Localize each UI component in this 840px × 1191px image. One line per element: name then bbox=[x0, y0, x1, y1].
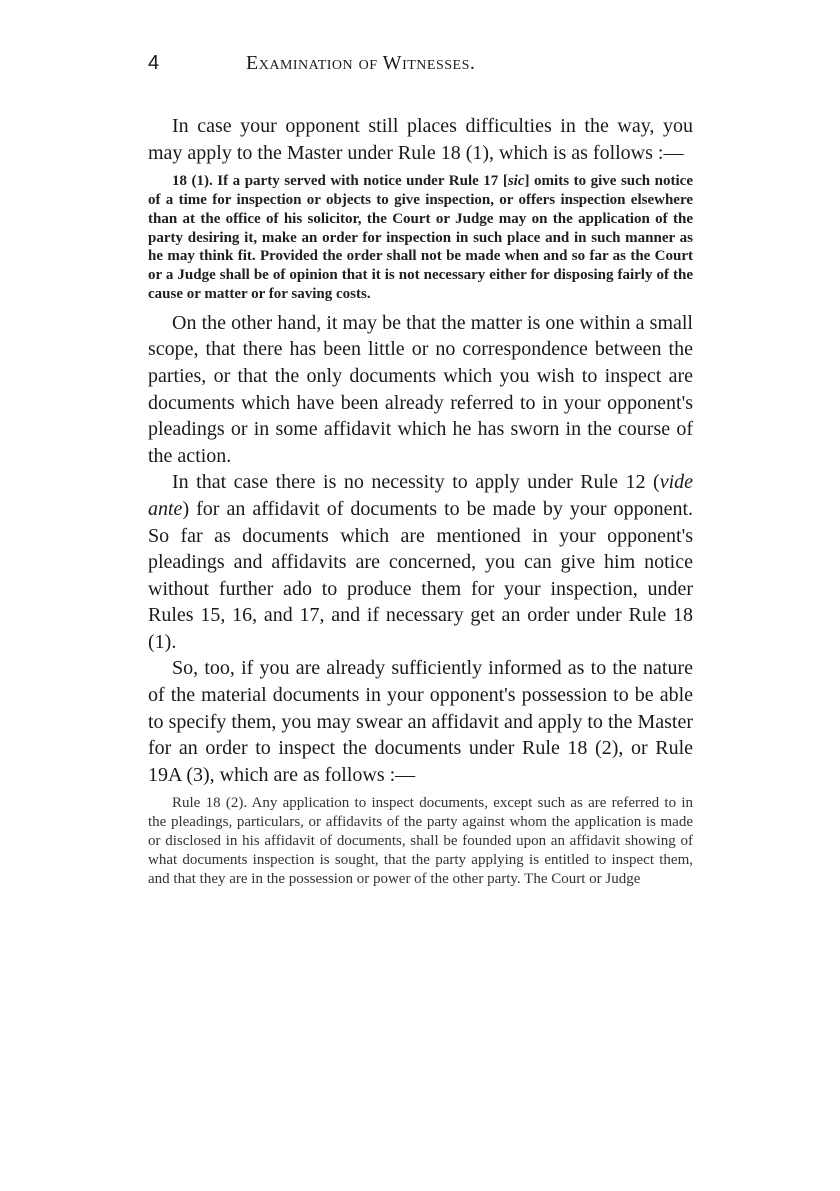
paragraph-rule-18-1-intro: In case your opponent still places difficulties in the way, you may apply to the Master under Rule 18 (1), which is as follows :— bbox=[148, 115, 693, 164]
quoted-rule-18-2: Rule 18 (2). Any application to inspect documents, except such as are referred to in the pleadings, particulars, or affidavits of the party against whom the application is made or disclosed in his affidavit of documents, shall be founded upon an affidavit showing of what documents inspection is sought, that the party applying is entitled to inspect them, and that they are in the possession or power of the other party. The Court or Judge bbox=[148, 795, 693, 887]
quoted-rule-18-1: 18 (1). If a party served with notice under Rule 17 [sic] omits to give such notice of a time for inspection or objects to give inspection, or offers inspection elsewhere than at the office of his solicitor, the Court or Judge may on the application of the party desiring it, make an order for inspection in such place and in such manner as he may think fit. Provided the order shall not be made when and so far as the Court or a Judge shall be of opinion that it is not necessary either for disposing fairly of the cause or matter or for saving costs. bbox=[148, 173, 694, 302]
paragraph-small-scope: On the other hand, it may be that the matter is one within a small scope, that there has been little or no correspondence between the parties, or that the only documents which you wish to inspect are documents which have been already referred to in your opponent's pleadings or in some affidavit which he has sworn in the course of the action. bbox=[148, 311, 693, 467]
running-head: Examination of Witnesses. bbox=[246, 52, 476, 74]
paragraph-sufficiently-informed: So, too, if you are already sufficiently informed as to the nature of the material documents in your opponent's possession to be able to specify them, you may swear an affidavit and apply to the Master for an order to inspect the documents under Rule 18 (2), or Rule 19A (3), which are as follows :— bbox=[148, 657, 693, 786]
page-body bbox=[148, 113, 693, 894]
page-header bbox=[148, 52, 693, 82]
page-number: 4 bbox=[148, 52, 160, 74]
paragraph-no-necessity: In that case there is no necessity to apply under Rule 12 (vide ante) for an affidavit of documents to be made by your opponent. So far as documents which are mentioned in your opponent's pleadings and affidavits are concerned, you can give him notice without further ado to produce them for your inspection, under Rules 15, 16, and 17, and if necessary get an order under Rule 18 (1). bbox=[148, 471, 693, 653]
